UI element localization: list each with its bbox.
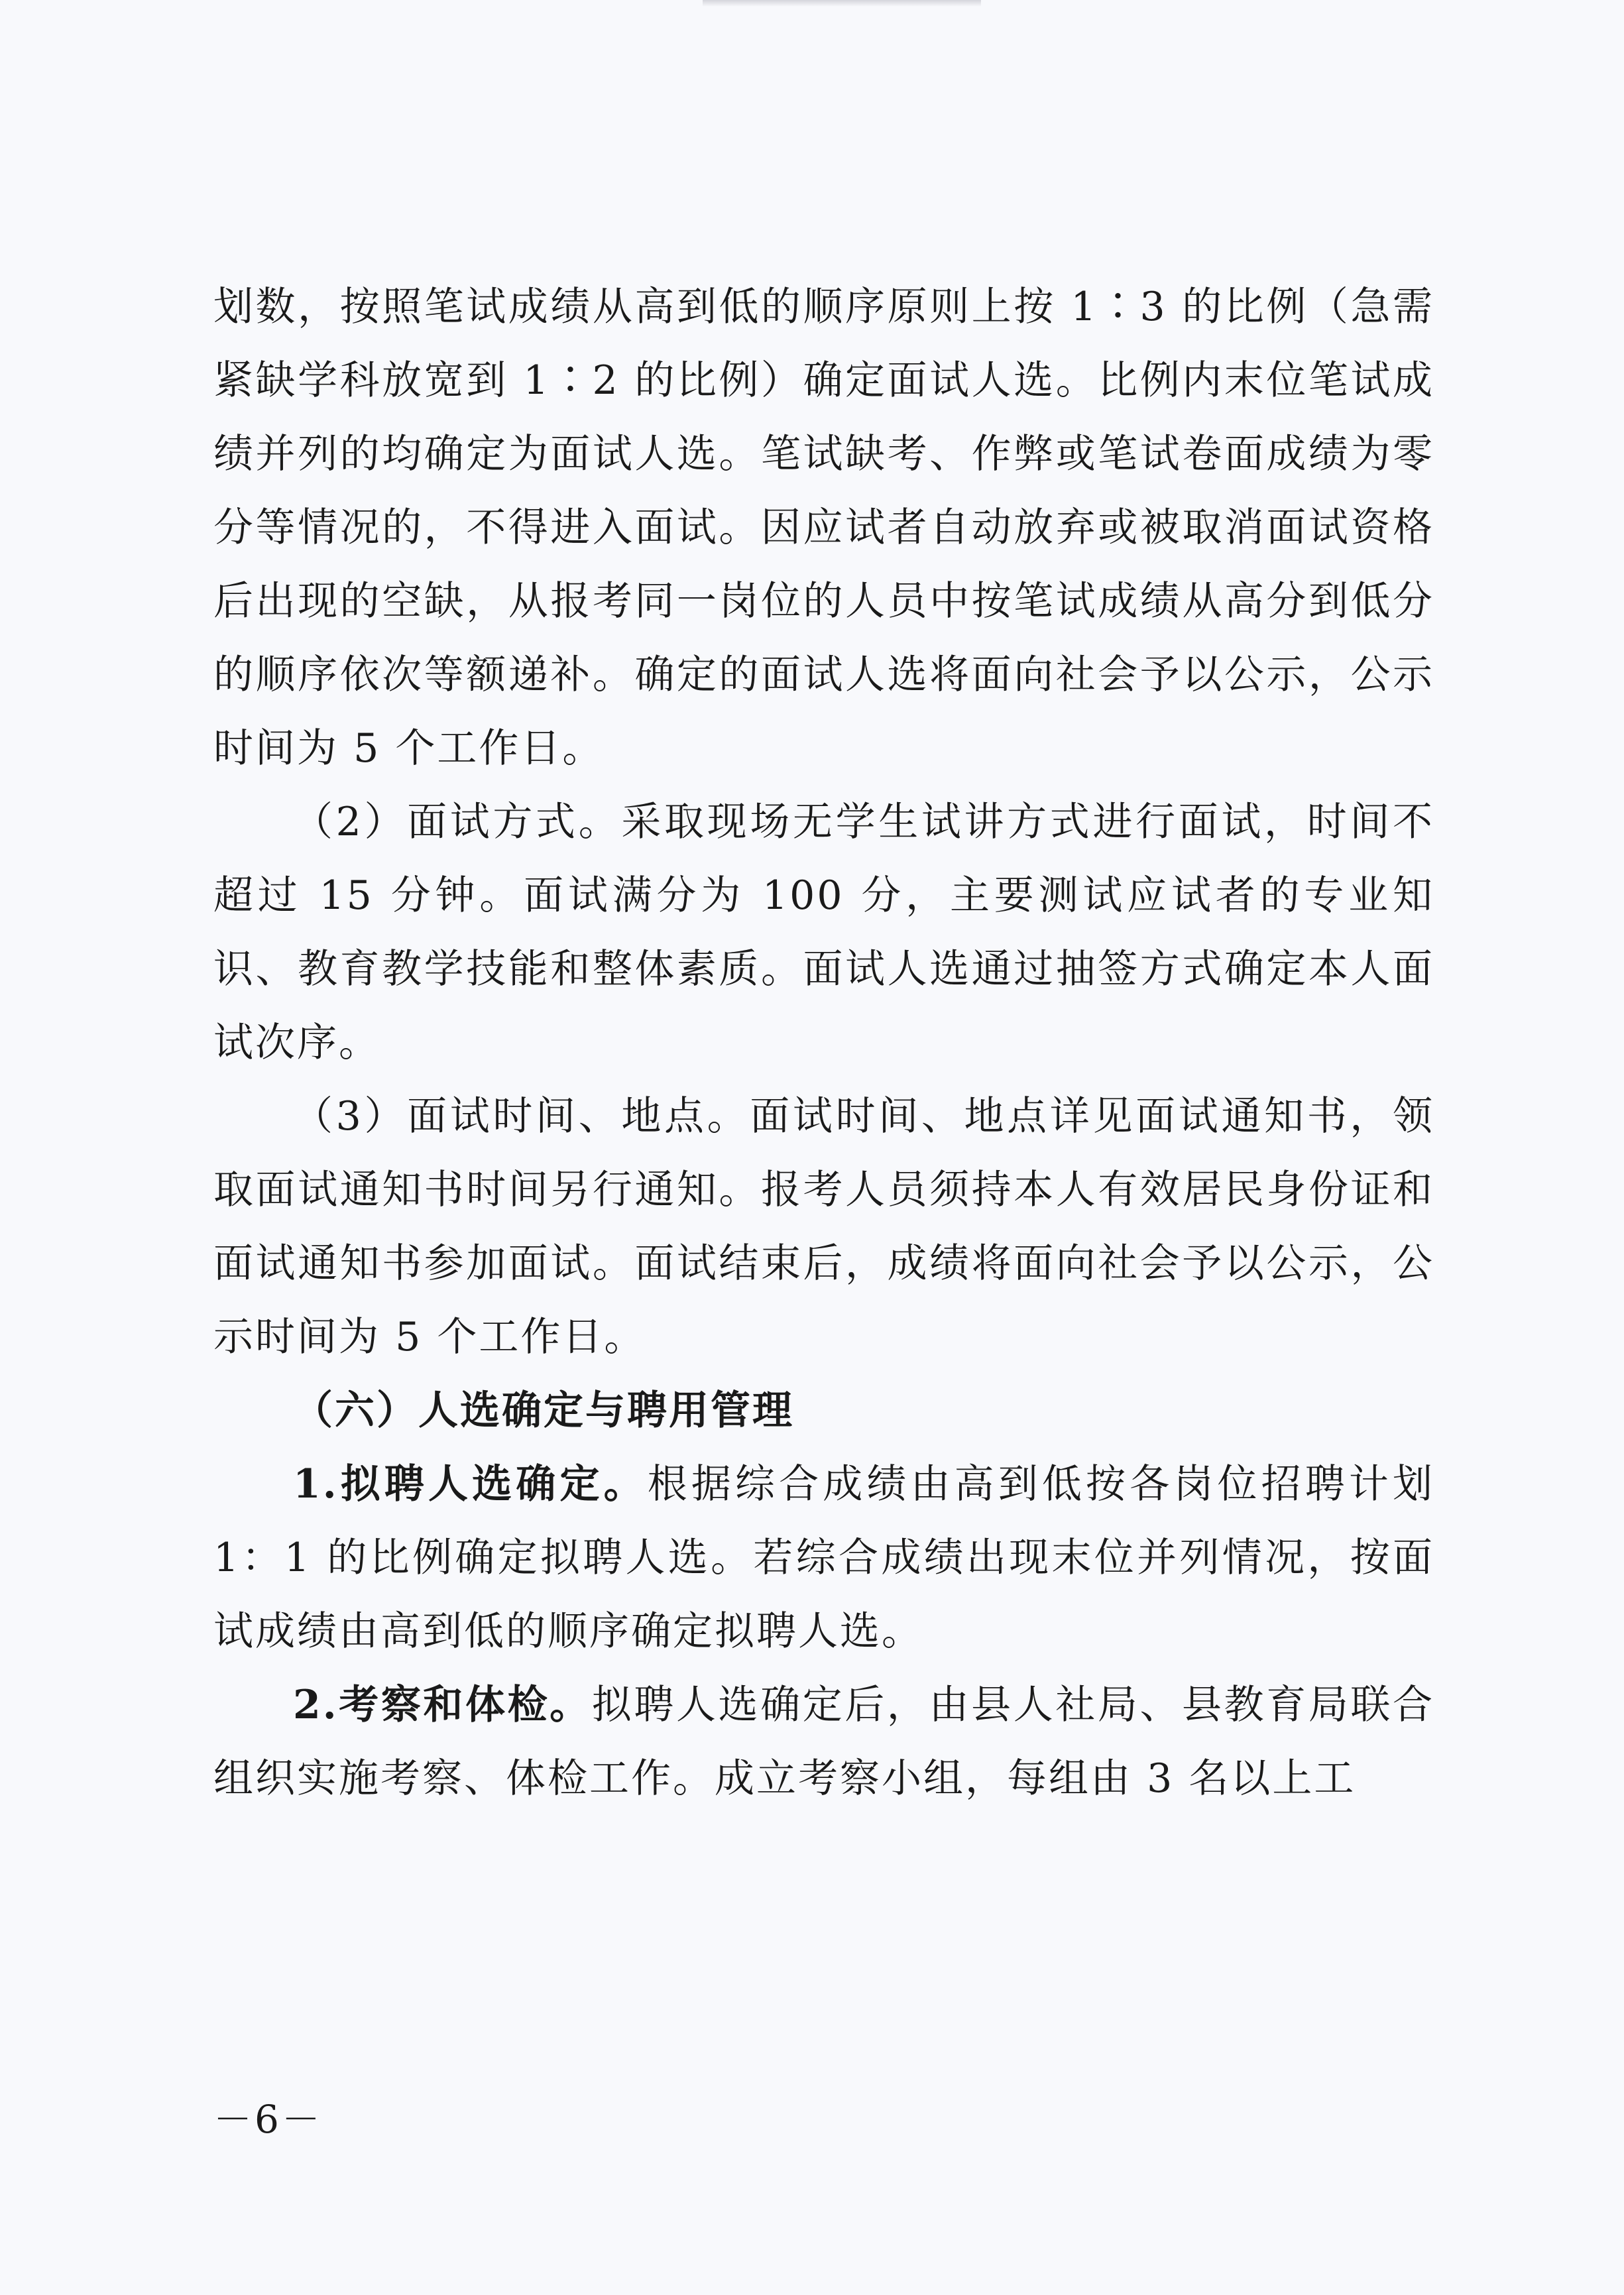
paragraph-continued <box>213 270 1434 786</box>
scan-artifact <box>703 0 981 7</box>
paragraph-text: 根据综合成绩由高到低按各岗位招聘计划 1：1 的比例确定拟聘人选。若综合成绩出现末位并列情况，按面试成绩由高到低的顺序确定拟聘人选。 <box>213 1461 1435 1655</box>
page-number: －6－ <box>213 2097 323 2142</box>
paragraph-text: （2）面试方式。采取现场无学生试讲方式进行面试，时间不超过 15 分钟。面试满分为 100 分，主要测试应试者的专业知识、教育教学技能和整体素质。面试人选通过抽签方式确定本人面试次序。 <box>213 799 1434 1066</box>
paragraph-text: （3）面试时间、地点。面试时间、地点详见面试通知书，领取面试通知书时间另行通知。报考人员须持本人有效居民身份证和面试通知书参加面试。面试结束后，成绩将面向社会予以公示，公示时间为 5 个工作日。 <box>213 1093 1434 1360</box>
paragraph-interview-method <box>213 786 1434 1080</box>
document-body <box>213 270 1434 1816</box>
paragraph-candidate-determination <box>213 1448 1434 1669</box>
section-heading: （六）人选确定与聘用管理 <box>293 1387 794 1434</box>
paragraph-interview-time-place <box>213 1080 1434 1374</box>
paragraph-text: 拟聘人选确定后，由县人社局、县教育局联合组织实施考察、体检工作。成立考察小组，每组由 3 名以上工 <box>213 1682 1435 1802</box>
paragraph-inspection-exam <box>213 1669 1434 1816</box>
paragraph-lead: 2.考察和体检。 <box>293 1682 592 1728</box>
paragraph-lead: 1.拟聘人选确定。 <box>293 1461 648 1507</box>
paragraph-text: 划数，按照笔试成绩从高到低的顺序原则上按 1∶3 的比例（急需紧缺学科放宽到 1∶2 的比例）确定面试人选。比例内末位笔试成绩并列的均确定为面试人选。笔试缺考、作弊或笔试卷面成绩为零分等情况的，不得进入面试。因应试者自动放弃或被取消面试资格后出现的空缺，从报考同一岗位的人员中按笔试成绩从高分到低分的顺序依次等额递补。确定的面试人选将面向社会予以公示，公示时间为 5 个工作日。 <box>213 284 1434 772</box>
